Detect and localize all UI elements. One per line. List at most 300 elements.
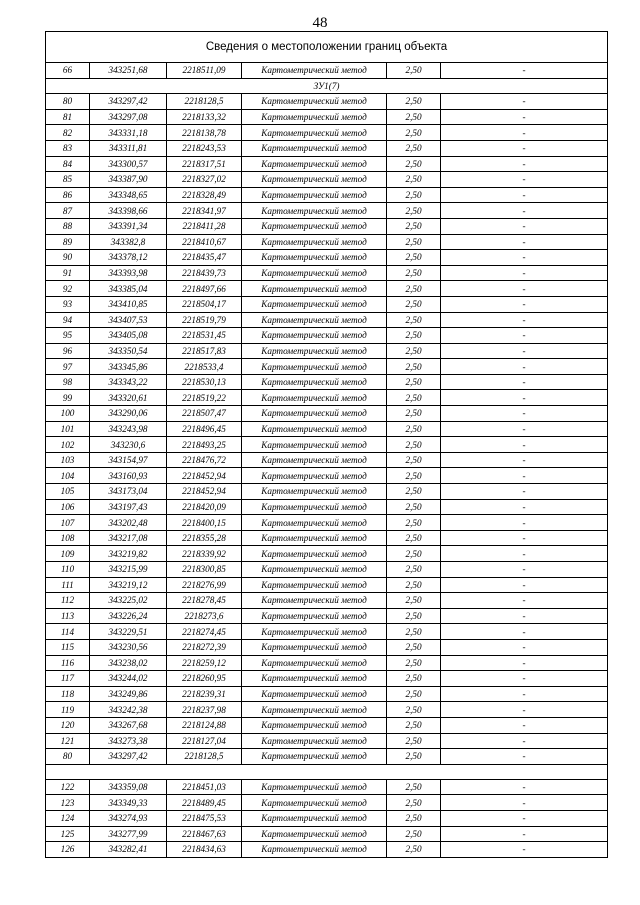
point-number: 117 [46,671,90,687]
point-number: 109 [46,546,90,562]
description-cell: - [441,156,608,172]
point-number: 92 [46,281,90,297]
coordinate-y: 2218259,12 [167,655,242,671]
point-number: 123 [46,795,90,811]
description-cell: - [441,717,608,733]
description-cell: - [441,265,608,281]
coordinate-x: 343382,8 [90,234,167,250]
description-cell: - [441,109,608,125]
coordinate-x: 343215,99 [90,562,167,578]
point-number: 119 [46,702,90,718]
table-row [46,125,608,141]
point-number: 83 [46,140,90,156]
accuracy-cell: 2,50 [387,546,441,562]
description-cell: - [441,421,608,437]
coordinate-y: 2218327,02 [167,172,242,188]
description-cell: - [441,374,608,390]
accuracy-cell: 2,50 [387,686,441,702]
coordinate-y: 2218493,25 [167,437,242,453]
point-number: 105 [46,484,90,500]
point-number: 114 [46,624,90,640]
coordinate-y: 2218434,63 [167,842,242,858]
point-number: 106 [46,499,90,515]
table-row [46,374,608,390]
point-number: 93 [46,296,90,312]
method-cell: Картометрический метод [242,733,387,749]
accuracy-cell: 2,50 [387,63,441,79]
boundary-coordinates-table [45,31,608,858]
description-cell: - [441,810,608,826]
description-cell: - [441,203,608,219]
method-cell: Картометрический метод [242,515,387,531]
accuracy-cell: 2,50 [387,468,441,484]
table-row [46,156,608,172]
point-number: 98 [46,374,90,390]
coordinate-x: 343345,86 [90,359,167,375]
point-number: 86 [46,187,90,203]
description-cell: - [441,530,608,546]
table-row [46,717,608,733]
point-number: 122 [46,779,90,795]
coordinate-y: 2218317,51 [167,156,242,172]
accuracy-cell: 2,50 [387,452,441,468]
coordinate-x: 343407,53 [90,312,167,328]
description-cell: - [441,655,608,671]
accuracy-cell: 2,50 [387,343,441,359]
page-number: 48 [312,15,328,31]
accuracy-cell: 2,50 [387,328,441,344]
point-number: 99 [46,390,90,406]
point-number: 88 [46,218,90,234]
coordinate-y: 2218243,53 [167,140,242,156]
method-cell: Картометрический метод [242,717,387,733]
coordinate-y: 2218128,5 [167,749,242,765]
accuracy-cell: 2,50 [387,187,441,203]
accuracy-cell: 2,50 [387,437,441,453]
coordinate-y: 2218272,39 [167,639,242,655]
table-row [46,140,608,156]
accuracy-cell: 2,50 [387,265,441,281]
coordinate-y: 2218475,53 [167,810,242,826]
table-row [46,515,608,531]
accuracy-cell: 2,50 [387,484,441,500]
method-cell: Картометрический метод [242,842,387,858]
point-number: 85 [46,172,90,188]
table-row [46,265,608,281]
method-cell: Картометрический метод [242,546,387,562]
accuracy-cell: 2,50 [387,499,441,515]
coordinate-y: 2218339,92 [167,546,242,562]
description-cell: - [441,593,608,609]
accuracy-cell: 2,50 [387,779,441,795]
coordinate-y: 2218300,85 [167,562,242,578]
method-cell: Картометрический метод [242,624,387,640]
method-cell: Картометрический метод [242,499,387,515]
accuracy-cell: 2,50 [387,717,441,733]
method-cell: Картометрический метод [242,374,387,390]
coordinate-y: 2218400,15 [167,515,242,531]
accuracy-cell: 2,50 [387,515,441,531]
coordinate-y: 2218124,88 [167,717,242,733]
accuracy-cell: 2,50 [387,655,441,671]
coordinate-y: 2218476,72 [167,452,242,468]
description-cell: - [441,328,608,344]
coordinate-x: 343273,38 [90,733,167,749]
coordinate-x: 343226,24 [90,608,167,624]
accuracy-cell: 2,50 [387,281,441,297]
description-cell: - [441,452,608,468]
table-row [46,406,608,422]
method-cell: Картометрический метод [242,749,387,765]
point-number: 89 [46,234,90,250]
point-number: 116 [46,655,90,671]
description-cell: - [441,125,608,141]
table-row [46,749,608,765]
coordinate-y: 2218328,49 [167,187,242,203]
separator-cell [46,764,608,779]
table-row [46,810,608,826]
description-cell: - [441,515,608,531]
point-number: 91 [46,265,90,281]
table-title: Сведения о местоположении границ объекта [46,32,608,63]
coordinate-y: 2218127,04 [167,733,242,749]
point-number: 101 [46,421,90,437]
description-cell: - [441,577,608,593]
table-row [46,328,608,344]
method-cell: Картометрический метод [242,156,387,172]
method-cell: Картометрический метод [242,94,387,110]
coordinate-x: 343391,34 [90,218,167,234]
point-number: 125 [46,826,90,842]
description-cell: - [441,296,608,312]
coordinate-y: 2218278,45 [167,593,242,609]
coordinate-y: 2218237,98 [167,702,242,718]
method-cell: Картометрический метод [242,63,387,79]
table-row [46,686,608,702]
coordinate-y: 2218341,97 [167,203,242,219]
table-row [46,733,608,749]
coordinate-x: 343297,42 [90,94,167,110]
accuracy-cell: 2,50 [387,218,441,234]
coordinate-x: 343249,86 [90,686,167,702]
coordinate-x: 343225,02 [90,593,167,609]
description-cell: - [441,359,608,375]
table-row [46,187,608,203]
description-cell: - [441,608,608,624]
coordinate-y: 2218355,28 [167,530,242,546]
accuracy-cell: 2,50 [387,406,441,422]
table-row [46,109,608,125]
point-number: 97 [46,359,90,375]
coordinate-x: 343350,54 [90,343,167,359]
point-number: 120 [46,717,90,733]
accuracy-cell: 2,50 [387,296,441,312]
table-row [46,779,608,795]
table-row [46,359,608,375]
method-cell: Картометрический метод [242,359,387,375]
method-cell: Картометрический метод [242,187,387,203]
point-number: 118 [46,686,90,702]
coordinate-x: 343217,08 [90,530,167,546]
accuracy-cell: 2,50 [387,562,441,578]
point-number: 111 [46,577,90,593]
coordinate-x: 343282,41 [90,842,167,858]
coordinate-x: 343277,99 [90,826,167,842]
coordinate-x: 343398,66 [90,203,167,219]
table-row [46,452,608,468]
description-cell: - [441,779,608,795]
description-cell: - [441,234,608,250]
accuracy-cell: 2,50 [387,374,441,390]
description-cell: - [441,94,608,110]
method-cell: Картометрический метод [242,172,387,188]
accuracy-cell: 2,50 [387,593,441,609]
method-cell: Картометрический метод [242,671,387,687]
accuracy-cell: 2,50 [387,234,441,250]
point-number: 104 [46,468,90,484]
method-cell: Картометрический метод [242,810,387,826]
coordinate-y: 2218496,45 [167,421,242,437]
method-cell: Картометрический метод [242,468,387,484]
section-label: ЗУ1(7) [46,78,608,94]
coordinate-x: 343387,90 [90,172,167,188]
coordinate-y: 2218517,83 [167,343,242,359]
coordinate-x: 343297,42 [90,749,167,765]
coordinate-x: 343300,57 [90,156,167,172]
description-cell: - [441,187,608,203]
table-row [46,296,608,312]
coordinate-y: 2218274,45 [167,624,242,640]
coordinate-x: 343410,85 [90,296,167,312]
accuracy-cell: 2,50 [387,624,441,640]
method-cell: Картометрический метод [242,265,387,281]
table-row [46,795,608,811]
description-cell: - [441,406,608,422]
coordinate-x: 343349,33 [90,795,167,811]
method-cell: Картометрический метод [242,686,387,702]
coordinate-x: 343311,81 [90,140,167,156]
coordinate-x: 343290,06 [90,406,167,422]
table-row [46,499,608,515]
description-cell: - [441,733,608,749]
coordinate-x: 343238,02 [90,655,167,671]
coordinate-y: 2218452,94 [167,484,242,500]
coordinate-x: 343202,48 [90,515,167,531]
method-cell: Картометрический метод [242,779,387,795]
accuracy-cell: 2,50 [387,359,441,375]
table-row [46,671,608,687]
point-number: 100 [46,406,90,422]
description-cell: - [441,546,608,562]
method-cell: Картометрический метод [242,234,387,250]
point-number: 90 [46,250,90,266]
coordinate-x: 343230,56 [90,639,167,655]
description-cell: - [441,281,608,297]
method-cell: Картометрический метод [242,530,387,546]
method-cell: Картометрический метод [242,343,387,359]
coordinate-x: 343343,22 [90,374,167,390]
coordinate-y: 2218467,63 [167,826,242,842]
method-cell: Картометрический метод [242,702,387,718]
coordinate-y: 2218511,09 [167,63,242,79]
method-cell: Картометрический метод [242,484,387,500]
coordinate-x: 343244,02 [90,671,167,687]
point-number: 96 [46,343,90,359]
accuracy-cell: 2,50 [387,826,441,842]
point-number: 102 [46,437,90,453]
description-cell: - [441,343,608,359]
description-cell: - [441,250,608,266]
description-cell: - [441,826,608,842]
description-cell: - [441,140,608,156]
coordinate-y: 2218519,22 [167,390,242,406]
table-row [46,702,608,718]
coordinate-x: 343385,04 [90,281,167,297]
accuracy-cell: 2,50 [387,250,441,266]
method-cell: Картометрический метод [242,390,387,406]
point-number: 84 [46,156,90,172]
separator-row [46,764,608,779]
coordinate-y: 2218273,6 [167,608,242,624]
description-cell: - [441,686,608,702]
coordinate-y: 2218519,79 [167,312,242,328]
table-row [46,390,608,406]
method-cell: Картометрический метод [242,328,387,344]
method-cell: Картометрический метод [242,203,387,219]
coordinate-y: 2218507,47 [167,406,242,422]
table-row [46,577,608,593]
point-number: 87 [46,203,90,219]
point-number: 94 [46,312,90,328]
coordinate-x: 343173,04 [90,484,167,500]
table-row [46,842,608,858]
description-cell: - [441,63,608,79]
point-number: 81 [46,109,90,125]
point-number: 113 [46,608,90,624]
point-number: 110 [46,562,90,578]
description-cell: - [441,795,608,811]
accuracy-cell: 2,50 [387,608,441,624]
coordinate-y: 2218411,28 [167,218,242,234]
coordinate-y: 2218504,17 [167,296,242,312]
method-cell: Картометрический метод [242,608,387,624]
coordinate-x: 343197,43 [90,499,167,515]
coordinate-y: 2218533,4 [167,359,242,375]
method-cell: Картометрический метод [242,437,387,453]
table-row [46,593,608,609]
coordinate-y: 2218133,32 [167,109,242,125]
coordinate-y: 2218451,03 [167,779,242,795]
table-row [46,530,608,546]
table-row [46,343,608,359]
accuracy-cell: 2,50 [387,842,441,858]
accuracy-cell: 2,50 [387,125,441,141]
method-cell: Картометрический метод [242,250,387,266]
accuracy-cell: 2,50 [387,94,441,110]
coordinate-y: 2218439,73 [167,265,242,281]
coordinate-x: 343160,93 [90,468,167,484]
description-cell: - [441,624,608,640]
accuracy-cell: 2,50 [387,390,441,406]
method-cell: Картометрический метод [242,562,387,578]
coordinate-x: 343251,68 [90,63,167,79]
coordinate-y: 2218410,67 [167,234,242,250]
description-cell: - [441,437,608,453]
method-cell: Картометрический метод [242,795,387,811]
description-cell: - [441,749,608,765]
method-cell: Картометрический метод [242,218,387,234]
accuracy-cell: 2,50 [387,577,441,593]
table-row [46,281,608,297]
description-cell: - [441,468,608,484]
point-number: 66 [46,63,90,79]
point-number: 126 [46,842,90,858]
table-row [46,468,608,484]
coordinate-y: 2218138,78 [167,125,242,141]
coordinate-x: 343242,38 [90,702,167,718]
point-number: 121 [46,733,90,749]
description-cell: - [441,218,608,234]
point-number: 108 [46,530,90,546]
coordinate-x: 343393,98 [90,265,167,281]
accuracy-cell: 2,50 [387,156,441,172]
accuracy-cell: 2,50 [387,733,441,749]
table-row [46,608,608,624]
accuracy-cell: 2,50 [387,312,441,328]
method-cell: Картометрический метод [242,281,387,297]
coordinate-y: 2218489,45 [167,795,242,811]
description-cell: - [441,312,608,328]
coordinate-x: 343219,12 [90,577,167,593]
description-cell: - [441,390,608,406]
table-title-row [46,32,608,63]
coordinate-x: 343331,18 [90,125,167,141]
point-number: 82 [46,125,90,141]
accuracy-cell: 2,50 [387,172,441,188]
coordinate-x: 343267,68 [90,717,167,733]
accuracy-cell: 2,50 [387,702,441,718]
table-row [46,826,608,842]
table-row [46,437,608,453]
coordinate-y: 2218276,99 [167,577,242,593]
coordinate-y: 2218260,95 [167,671,242,687]
coordinate-y: 2218497,66 [167,281,242,297]
coordinate-x: 343230,6 [90,437,167,453]
method-cell: Картометрический метод [242,312,387,328]
accuracy-cell: 2,50 [387,810,441,826]
table-row [46,624,608,640]
table-row [46,312,608,328]
coordinate-x: 343219,82 [90,546,167,562]
table-row [46,546,608,562]
table-row [46,63,608,79]
point-number: 124 [46,810,90,826]
coordinate-y: 2218531,45 [167,328,242,344]
point-number: 80 [46,94,90,110]
accuracy-cell: 2,50 [387,530,441,546]
method-cell: Картометрический метод [242,421,387,437]
method-cell: Картометрический метод [242,593,387,609]
coordinate-x: 343229,51 [90,624,167,640]
method-cell: Картометрический метод [242,109,387,125]
coordinate-x: 343320,61 [90,390,167,406]
point-number: 112 [46,593,90,609]
method-cell: Картометрический метод [242,826,387,842]
method-cell: Картометрический метод [242,452,387,468]
description-cell: - [441,671,608,687]
table-row [46,655,608,671]
coordinate-x: 343297,08 [90,109,167,125]
